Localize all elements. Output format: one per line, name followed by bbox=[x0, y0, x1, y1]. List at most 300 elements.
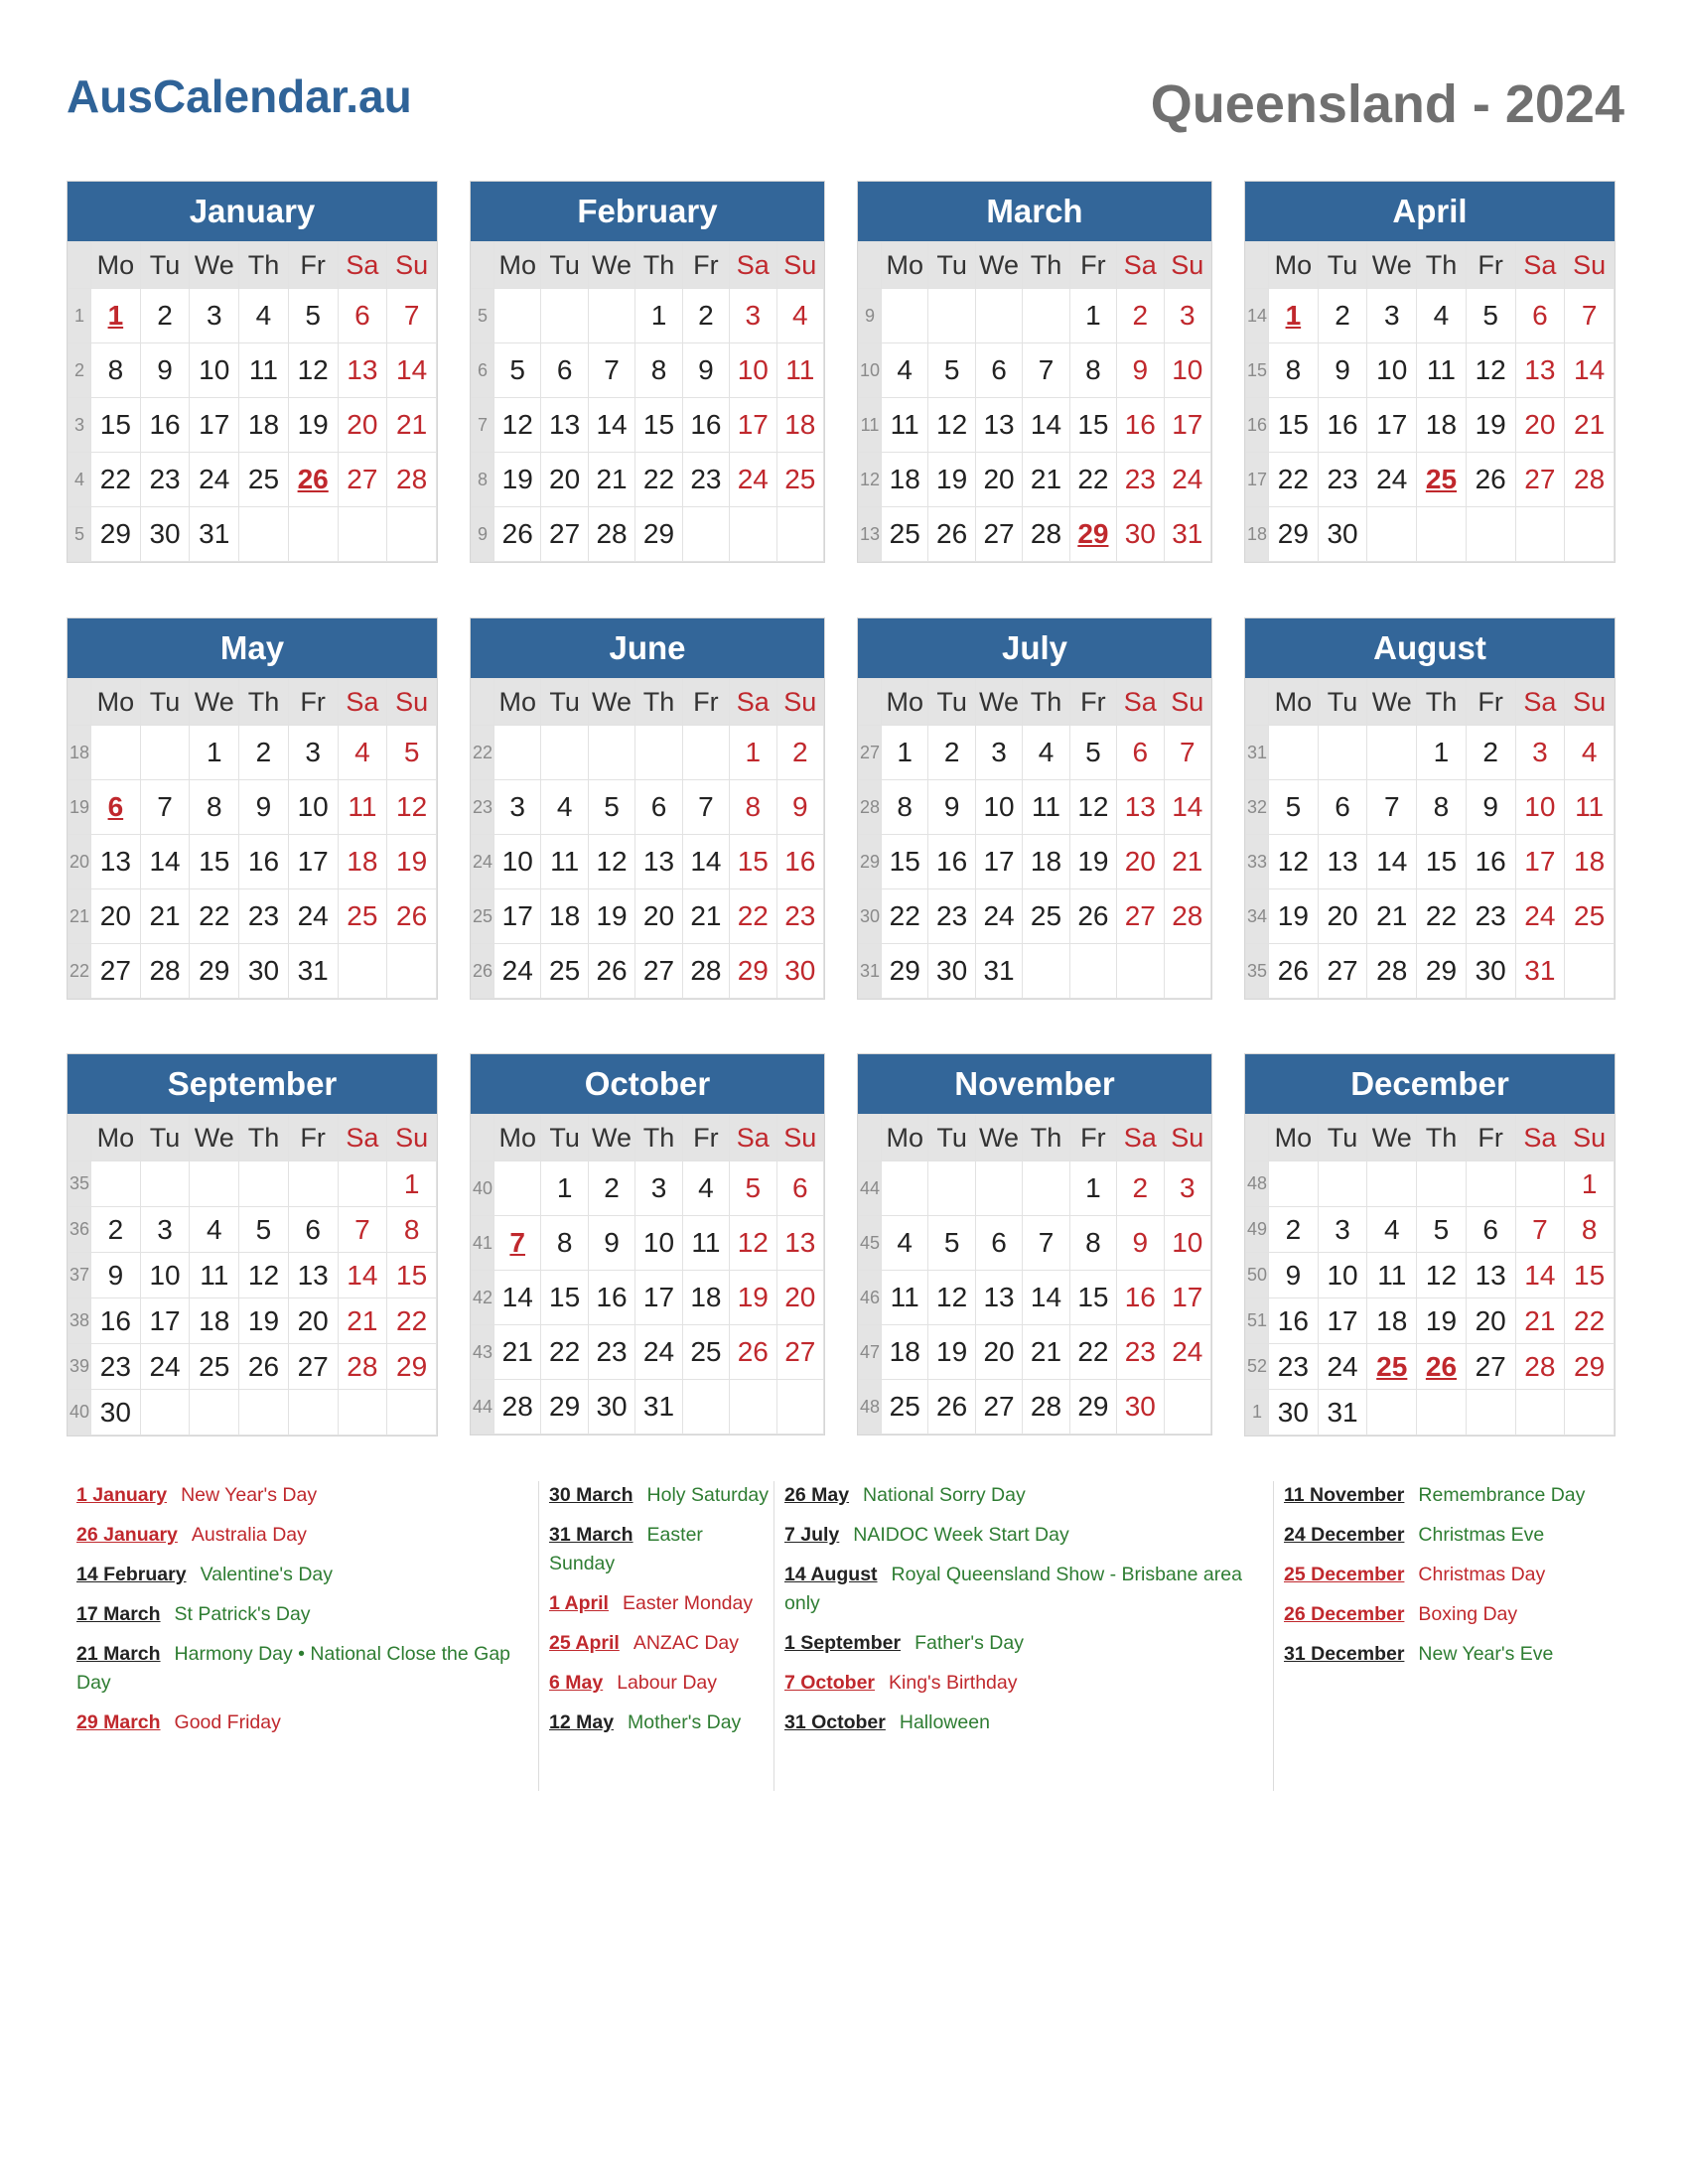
weekday-header: Tu bbox=[1318, 1115, 1367, 1161]
day-cell: 20 bbox=[635, 889, 682, 944]
day-cell: 26 bbox=[928, 1380, 975, 1434]
day-cell: 3 bbox=[730, 289, 776, 343]
day-cell: 15 bbox=[1269, 398, 1319, 453]
day-cell: 10 bbox=[190, 343, 239, 398]
day-cell: 12 bbox=[928, 398, 975, 453]
public-holiday-day[interactable]: 1 bbox=[1285, 300, 1302, 331]
day-cell: 5 bbox=[288, 289, 338, 343]
weekday-header: We bbox=[588, 679, 634, 726]
day-cell bbox=[1023, 1161, 1069, 1216]
day-cell bbox=[975, 289, 1022, 343]
day-cell bbox=[730, 1380, 776, 1434]
day-cell: 29 bbox=[387, 1344, 437, 1390]
weekday-header: Mo bbox=[494, 1115, 541, 1161]
day-cell: 22 bbox=[1069, 453, 1116, 507]
week-number-header bbox=[1246, 242, 1269, 289]
day-cell: 17 bbox=[1515, 835, 1565, 889]
day-cell bbox=[541, 289, 588, 343]
day-cell: 17 bbox=[1318, 1298, 1367, 1344]
day-cell: 31 bbox=[288, 944, 338, 999]
day-cell: 26 bbox=[588, 944, 634, 999]
day-cell: 13 bbox=[975, 398, 1022, 453]
day-cell: 2 bbox=[91, 1207, 141, 1253]
day-cell: 27 bbox=[1117, 889, 1164, 944]
week-number-header bbox=[472, 1115, 494, 1161]
weekday-header: Th bbox=[239, 242, 289, 289]
holiday-date-link[interactable]: 26 May bbox=[784, 1484, 850, 1506]
day-cell: 28 bbox=[1164, 889, 1210, 944]
day-cell bbox=[91, 726, 141, 780]
holiday-name: National Sorry Day bbox=[863, 1484, 1026, 1506]
holiday-date-link[interactable]: 1 April bbox=[549, 1592, 609, 1614]
day-cell: 10 bbox=[494, 835, 541, 889]
weekday-header: Fr bbox=[682, 1115, 729, 1161]
week-number-header bbox=[69, 242, 91, 289]
holiday-item bbox=[784, 1481, 1271, 1510]
holiday-item bbox=[1284, 1561, 1612, 1589]
day-cell: 14 bbox=[338, 1253, 387, 1298]
week-number: 17 bbox=[1246, 453, 1269, 507]
day-cell bbox=[338, 507, 387, 562]
day-cell: 2 bbox=[1318, 289, 1367, 343]
day-cell: 14 bbox=[1515, 1253, 1565, 1298]
week-number: 35 bbox=[69, 1161, 91, 1207]
month-title: June bbox=[471, 618, 824, 678]
day-cell: 3 bbox=[1164, 1161, 1210, 1216]
public-holiday-day[interactable]: 25 bbox=[1376, 1350, 1408, 1382]
day-cell: 14 bbox=[1023, 1271, 1069, 1325]
day-cell: 11 bbox=[776, 343, 823, 398]
day-cell bbox=[338, 1161, 387, 1207]
day-cell: 16 bbox=[1269, 1298, 1319, 1344]
day-cell: 6 bbox=[288, 1207, 338, 1253]
holiday-date-link[interactable]: 31 March bbox=[549, 1524, 633, 1546]
weekday-header: Mo bbox=[1269, 242, 1319, 289]
weekday-header: Su bbox=[1164, 242, 1210, 289]
day-cell: 17 bbox=[1164, 1271, 1210, 1325]
week-number: 5 bbox=[472, 289, 494, 343]
weekday-header: Mo bbox=[882, 1115, 928, 1161]
holiday-date-link[interactable]: 30 March bbox=[549, 1484, 633, 1506]
weekday-header: We bbox=[975, 242, 1022, 289]
day-cell: 30 bbox=[588, 1380, 634, 1434]
holiday-name: Good Friday bbox=[174, 1711, 281, 1733]
week-number: 36 bbox=[69, 1207, 91, 1253]
weekday-header: Tu bbox=[140, 679, 190, 726]
month-october bbox=[470, 1053, 825, 1435]
day-cell: 21 bbox=[1367, 889, 1417, 944]
week-number: 52 bbox=[1246, 1344, 1269, 1390]
day-cell: 14 bbox=[494, 1271, 541, 1325]
holiday-date-link[interactable]: 17 March bbox=[76, 1603, 161, 1625]
weekday-header: Th bbox=[1023, 679, 1069, 726]
day-cell: 12 bbox=[1417, 1253, 1467, 1298]
month-title: September bbox=[68, 1054, 437, 1114]
day-cell bbox=[338, 1390, 387, 1435]
month-june bbox=[470, 617, 825, 1000]
weekday-header: Fr bbox=[1466, 1115, 1515, 1161]
day-cell: 24 bbox=[190, 453, 239, 507]
day-cell: 6 bbox=[635, 780, 682, 835]
day-cell: 21 bbox=[140, 889, 190, 944]
day-cell: 24 bbox=[288, 889, 338, 944]
day-cell: 7 bbox=[338, 1207, 387, 1253]
weekday-header: Tu bbox=[541, 242, 588, 289]
holiday-name: Mother's Day bbox=[628, 1711, 742, 1733]
holiday-date-link[interactable]: 1 January bbox=[76, 1484, 168, 1506]
day-cell: 18 bbox=[1023, 835, 1069, 889]
day-cell: 10 bbox=[1164, 343, 1210, 398]
holiday-date-link[interactable]: 31 December bbox=[1284, 1643, 1405, 1665]
day-cell: 18 bbox=[882, 1325, 928, 1380]
weekday-header: Tu bbox=[928, 1115, 975, 1161]
weekday-header: We bbox=[1367, 1115, 1417, 1161]
weekday-header: Sa bbox=[338, 242, 387, 289]
weekday-header: Fr bbox=[288, 679, 338, 726]
day-cell: 7 bbox=[1515, 1207, 1565, 1253]
week-number: 48 bbox=[859, 1380, 882, 1434]
weekday-header: Tu bbox=[541, 679, 588, 726]
day-cell: 18 bbox=[190, 1298, 239, 1344]
day-cell: 8 bbox=[730, 780, 776, 835]
holiday-item bbox=[76, 1600, 528, 1629]
week-number: 22 bbox=[472, 726, 494, 780]
day-cell: 23 bbox=[776, 889, 823, 944]
week-number: 51 bbox=[1246, 1298, 1269, 1344]
week-number: 20 bbox=[69, 835, 91, 889]
day-cell: 31 bbox=[1515, 944, 1565, 999]
holiday-date-link[interactable]: 1 September bbox=[784, 1632, 902, 1654]
day-cell: 14 bbox=[588, 398, 634, 453]
day-cell: 22 bbox=[635, 453, 682, 507]
day-cell: 30 bbox=[1269, 1390, 1319, 1435]
day-cell bbox=[635, 726, 682, 780]
day-cell bbox=[338, 944, 387, 999]
day-cell: 2 bbox=[776, 726, 823, 780]
holiday-name: Remembrance Day bbox=[1418, 1484, 1586, 1506]
week-number: 47 bbox=[859, 1325, 882, 1380]
week-number: 35 bbox=[1246, 944, 1269, 999]
day-cell bbox=[1023, 289, 1069, 343]
holiday-date-link[interactable]: 6 May bbox=[549, 1672, 604, 1694]
day-cell: 10 bbox=[1164, 1216, 1210, 1271]
day-cell: 5 bbox=[588, 780, 634, 835]
day-cell bbox=[387, 507, 437, 562]
day-cell: 8 bbox=[190, 780, 239, 835]
day-cell: 22 bbox=[387, 1298, 437, 1344]
day-cell bbox=[776, 1380, 823, 1434]
day-cell: 9 bbox=[1466, 780, 1515, 835]
month-title: April bbox=[1245, 182, 1615, 241]
day-cell: 8 bbox=[387, 1207, 437, 1253]
day-cell: 29 bbox=[1069, 1380, 1116, 1434]
month-title: January bbox=[68, 182, 437, 241]
day-cell: 12 bbox=[730, 1216, 776, 1271]
day-cell: 23 bbox=[1318, 453, 1367, 507]
day-cell: 27 bbox=[288, 1344, 338, 1390]
day-cell: 30 bbox=[1117, 507, 1164, 562]
day-cell: 30 bbox=[1466, 944, 1515, 999]
day-cell: 3 bbox=[494, 780, 541, 835]
week-number-header bbox=[69, 1115, 91, 1161]
month-title: October bbox=[471, 1054, 824, 1114]
day-cell bbox=[190, 1390, 239, 1435]
holiday-date-link[interactable]: 24 December bbox=[1284, 1524, 1405, 1546]
day-cell: 6 bbox=[975, 343, 1022, 398]
week-number-header bbox=[472, 679, 494, 726]
day-cell: 24 bbox=[1164, 1325, 1210, 1380]
day-cell: 18 bbox=[541, 889, 588, 944]
week-number: 10 bbox=[859, 343, 882, 398]
day-cell: 1 bbox=[1069, 1161, 1116, 1216]
weekday-header: Fr bbox=[682, 242, 729, 289]
day-cell: 22 bbox=[882, 889, 928, 944]
weekday-header: Fr bbox=[288, 242, 338, 289]
day-cell: 30 bbox=[140, 507, 190, 562]
holiday-name: Boxing Day bbox=[1418, 1603, 1518, 1625]
day-cell: 31 bbox=[635, 1380, 682, 1434]
day-cell: 17 bbox=[288, 835, 338, 889]
public-holiday-day[interactable]: 26 bbox=[297, 464, 329, 494]
holiday-name: Easter Sunday bbox=[549, 1524, 703, 1574]
weekday-header: Tu bbox=[140, 1115, 190, 1161]
day-cell: 1 bbox=[1565, 1161, 1615, 1207]
day-cell: 24 bbox=[1367, 453, 1417, 507]
day-cell: 27 bbox=[975, 507, 1022, 562]
month-february bbox=[470, 181, 825, 563]
day-cell: 30 bbox=[239, 944, 289, 999]
day-cell: 10 bbox=[1367, 343, 1417, 398]
holiday-name: Valentine's Day bbox=[200, 1564, 333, 1585]
day-cell: 4 bbox=[190, 1207, 239, 1253]
day-cell: 25 bbox=[190, 1344, 239, 1390]
weekday-header: Su bbox=[387, 679, 437, 726]
weekday-header: Th bbox=[239, 1115, 289, 1161]
public-holiday-day[interactable]: 29 bbox=[1077, 518, 1109, 549]
day-cell: 15 bbox=[541, 1271, 588, 1325]
site-brand: AusCalendar.au bbox=[67, 70, 412, 122]
holiday-date-link[interactable]: 31 October bbox=[784, 1711, 886, 1733]
day-cell: 9 bbox=[239, 780, 289, 835]
week-number: 11 bbox=[859, 398, 882, 453]
day-cell: 21 bbox=[1023, 1325, 1069, 1380]
day-cell: 12 bbox=[387, 780, 437, 835]
month-title: August bbox=[1245, 618, 1615, 678]
day-cell bbox=[1367, 1344, 1417, 1390]
day-cell: 24 bbox=[1164, 453, 1210, 507]
week-number-header bbox=[69, 679, 91, 726]
holiday-date-link[interactable]: 21 March bbox=[76, 1643, 161, 1665]
day-cell: 12 bbox=[1466, 343, 1515, 398]
day-cell: 27 bbox=[338, 453, 387, 507]
weekday-header: Sa bbox=[338, 1115, 387, 1161]
day-cell: 9 bbox=[140, 343, 190, 398]
holiday-date-link[interactable]: 11 November bbox=[1284, 1484, 1405, 1506]
week-number: 38 bbox=[69, 1298, 91, 1344]
weekday-header: Th bbox=[635, 242, 682, 289]
day-cell bbox=[1269, 289, 1319, 343]
holiday-column bbox=[774, 1481, 1271, 1791]
holiday-date-link[interactable]: 25 April bbox=[549, 1632, 620, 1654]
holiday-item bbox=[1284, 1521, 1612, 1550]
day-cell: 28 bbox=[338, 1344, 387, 1390]
day-cell: 5 bbox=[1269, 780, 1319, 835]
day-cell: 21 bbox=[682, 889, 729, 944]
day-cell bbox=[494, 1216, 541, 1271]
holiday-item bbox=[549, 1521, 770, 1578]
month-title: December bbox=[1245, 1054, 1615, 1114]
day-cell: 21 bbox=[1023, 453, 1069, 507]
day-cell: 4 bbox=[1023, 726, 1069, 780]
day-cell: 9 bbox=[1318, 343, 1367, 398]
day-cell bbox=[776, 507, 823, 562]
day-cell: 22 bbox=[1417, 889, 1467, 944]
day-cell bbox=[730, 507, 776, 562]
day-cell: 9 bbox=[91, 1253, 141, 1298]
day-cell bbox=[91, 289, 141, 343]
weekday-header: Mo bbox=[882, 242, 928, 289]
day-cell: 22 bbox=[1069, 1325, 1116, 1380]
weekday-header: We bbox=[1367, 242, 1417, 289]
day-cell: 5 bbox=[1466, 289, 1515, 343]
day-cell bbox=[140, 1161, 190, 1207]
weekday-header: Th bbox=[635, 1115, 682, 1161]
weekday-header: Mo bbox=[91, 679, 141, 726]
day-cell bbox=[288, 1161, 338, 1207]
week-number: 12 bbox=[859, 453, 882, 507]
holiday-name: Labour Day bbox=[617, 1672, 718, 1694]
day-cell: 5 bbox=[387, 726, 437, 780]
day-cell: 26 bbox=[494, 507, 541, 562]
holiday-name: NAIDOC Week Start Day bbox=[853, 1524, 1069, 1546]
day-cell bbox=[387, 944, 437, 999]
holiday-item bbox=[76, 1481, 528, 1510]
day-cell: 17 bbox=[494, 889, 541, 944]
public-holiday-day[interactable]: 26 bbox=[1425, 1350, 1458, 1382]
public-holiday-day[interactable]: 6 bbox=[107, 791, 124, 822]
day-cell: 31 bbox=[1164, 507, 1210, 562]
public-holiday-day[interactable]: 25 bbox=[1425, 464, 1458, 494]
day-cell: 20 bbox=[776, 1271, 823, 1325]
day-cell: 11 bbox=[882, 398, 928, 453]
holiday-date-link[interactable]: 12 May bbox=[549, 1711, 615, 1733]
day-cell: 2 bbox=[239, 726, 289, 780]
holiday-item bbox=[549, 1669, 770, 1698]
weekday-header: Mo bbox=[91, 242, 141, 289]
holiday-date-link[interactable]: 25 December bbox=[1284, 1564, 1405, 1585]
day-cell bbox=[494, 726, 541, 780]
day-cell: 7 bbox=[140, 780, 190, 835]
day-cell: 15 bbox=[882, 835, 928, 889]
weekday-header: Sa bbox=[1117, 1115, 1164, 1161]
weekday-header: Mo bbox=[1269, 679, 1319, 726]
day-cell: 28 bbox=[1367, 944, 1417, 999]
day-cell: 20 bbox=[1318, 889, 1367, 944]
day-cell bbox=[494, 1161, 541, 1216]
day-cell: 16 bbox=[239, 835, 289, 889]
holiday-name: ANZAC Day bbox=[633, 1632, 739, 1654]
week-number: 28 bbox=[859, 780, 882, 835]
month-march bbox=[857, 181, 1212, 563]
holiday-name: New Year's Eve bbox=[1418, 1643, 1554, 1665]
week-number: 44 bbox=[859, 1161, 882, 1216]
day-cell: 4 bbox=[338, 726, 387, 780]
day-cell: 1 bbox=[635, 289, 682, 343]
day-cell: 1 bbox=[190, 726, 239, 780]
day-cell: 18 bbox=[338, 835, 387, 889]
day-cell bbox=[1565, 1390, 1615, 1435]
day-cell: 7 bbox=[682, 780, 729, 835]
weekday-header: Mo bbox=[494, 242, 541, 289]
day-cell bbox=[588, 289, 634, 343]
day-cell: 29 bbox=[635, 507, 682, 562]
day-cell: 6 bbox=[975, 1216, 1022, 1271]
weekday-header: Th bbox=[1023, 242, 1069, 289]
holiday-date-link[interactable]: 14 August bbox=[784, 1564, 878, 1585]
day-cell bbox=[882, 289, 928, 343]
day-cell: 12 bbox=[588, 835, 634, 889]
day-cell: 2 bbox=[1117, 1161, 1164, 1216]
day-cell: 17 bbox=[1164, 398, 1210, 453]
day-cell: 23 bbox=[588, 1325, 634, 1380]
week-number: 43 bbox=[472, 1325, 494, 1380]
week-number: 16 bbox=[1246, 398, 1269, 453]
week-number: 21 bbox=[69, 889, 91, 944]
holiday-item bbox=[1284, 1481, 1612, 1510]
public-holiday-day[interactable]: 1 bbox=[107, 300, 124, 331]
holiday-item bbox=[784, 1561, 1271, 1618]
holiday-date-link[interactable]: 14 February bbox=[76, 1564, 187, 1585]
day-cell: 26 bbox=[239, 1344, 289, 1390]
day-cell bbox=[1417, 453, 1467, 507]
holiday-name: Royal Queensland Show - Brisbane area only bbox=[784, 1564, 1242, 1614]
day-cell: 23 bbox=[140, 453, 190, 507]
day-cell: 19 bbox=[1269, 889, 1319, 944]
week-number: 3 bbox=[69, 398, 91, 453]
day-cell: 25 bbox=[776, 453, 823, 507]
day-cell: 15 bbox=[730, 835, 776, 889]
holiday-column bbox=[538, 1481, 770, 1791]
day-cell: 16 bbox=[1117, 398, 1164, 453]
day-cell: 19 bbox=[387, 835, 437, 889]
day-cell bbox=[1417, 1344, 1467, 1390]
holiday-date-link[interactable]: 7 October bbox=[784, 1672, 876, 1694]
day-cell: 14 bbox=[1565, 343, 1615, 398]
day-cell bbox=[882, 1161, 928, 1216]
day-cell: 21 bbox=[494, 1325, 541, 1380]
weekday-header: Th bbox=[239, 679, 289, 726]
day-cell: 8 bbox=[1417, 780, 1467, 835]
holiday-date-link[interactable]: 7 July bbox=[784, 1524, 840, 1546]
day-cell bbox=[1164, 944, 1210, 999]
public-holiday-day[interactable]: 7 bbox=[509, 1227, 525, 1258]
day-cell: 24 bbox=[140, 1344, 190, 1390]
day-cell bbox=[494, 289, 541, 343]
holiday-date-link[interactable]: 26 January bbox=[76, 1524, 178, 1546]
day-cell: 5 bbox=[239, 1207, 289, 1253]
weekday-header: We bbox=[190, 242, 239, 289]
day-cell bbox=[1565, 944, 1615, 999]
week-number: 13 bbox=[859, 507, 882, 562]
week-number: 27 bbox=[859, 726, 882, 780]
holiday-date-link[interactable]: 26 December bbox=[1284, 1603, 1405, 1625]
day-cell: 15 bbox=[387, 1253, 437, 1298]
day-cell: 6 bbox=[1515, 289, 1565, 343]
day-cell: 27 bbox=[1466, 1344, 1515, 1390]
holiday-date-link[interactable]: 29 March bbox=[76, 1711, 161, 1733]
day-cell: 28 bbox=[682, 944, 729, 999]
day-cell: 31 bbox=[190, 507, 239, 562]
